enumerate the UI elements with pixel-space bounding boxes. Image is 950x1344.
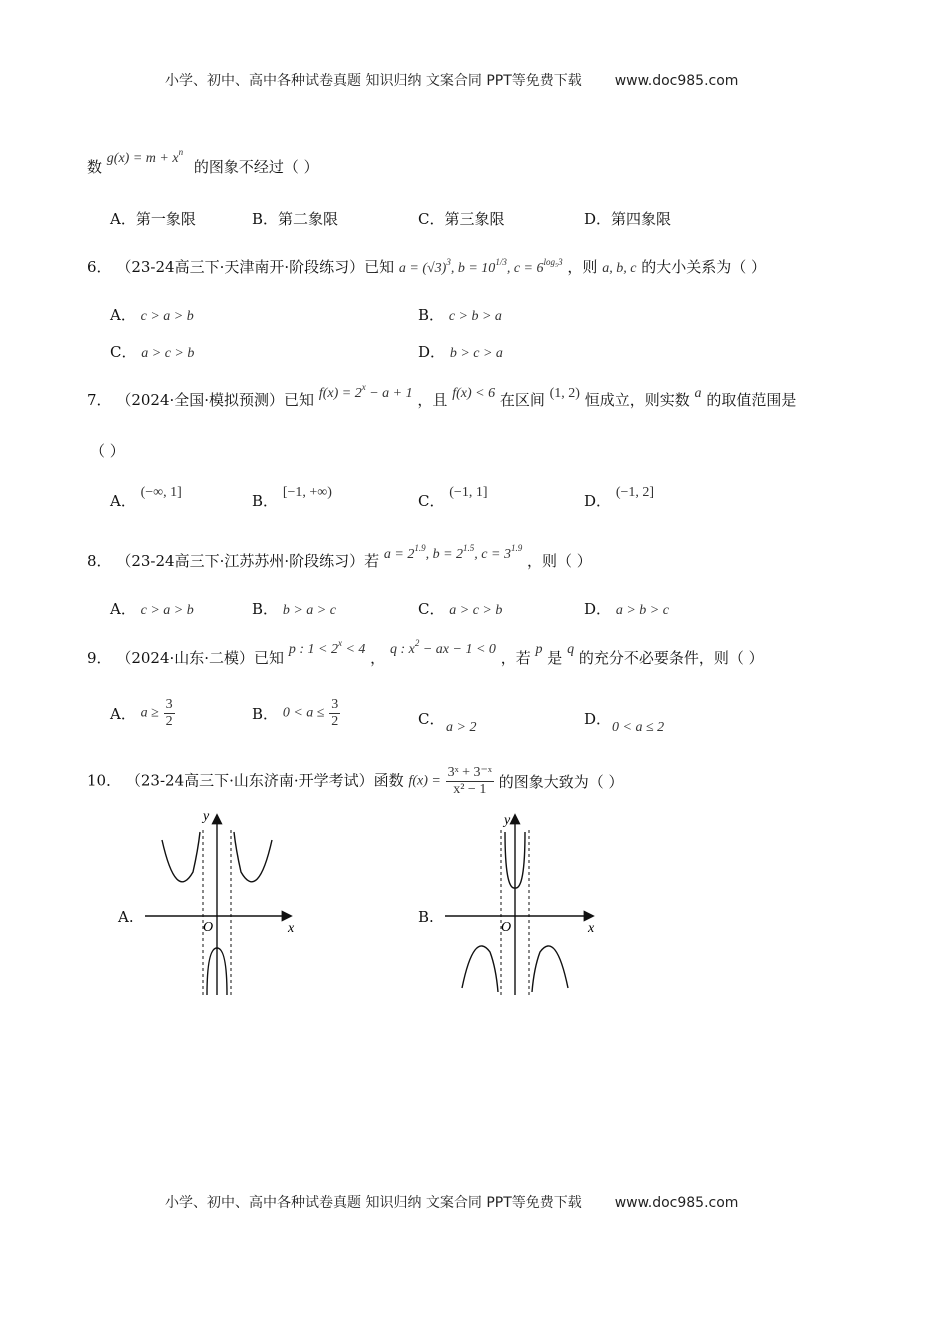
q6-option-b[interactable]: B． c > b > a: [418, 306, 502, 324]
q9-option-a[interactable]: A． a ≥ $\frac{3}{2}$: [110, 697, 173, 729]
page-footer: [165, 1192, 738, 1212]
q7-number: 7．: [87, 391, 112, 409]
q7-holds: 恒成立，则实数: [584, 391, 690, 409]
q10-source: （23-24高三下·山东济南·开学考试）函数: [125, 771, 404, 790]
q9-option-c-math: a > 2: [446, 720, 477, 735]
q5-formula: $g(x) = m + x^n$: [106, 147, 184, 166]
q10-fraction: $\frac{\text{3ˣ + 3⁻ˣ}}{\text{x² − 1}}$: [447, 765, 492, 797]
q6-number: 6．: [87, 258, 112, 276]
q10-f: f(x) =: [408, 773, 441, 789]
curve-left-branch: [162, 832, 200, 882]
page-header: [165, 70, 738, 90]
x-label: x: [288, 921, 295, 936]
q9-if: ，若: [500, 649, 531, 667]
q9-p-var: p: [535, 642, 543, 657]
curve-left-branch: [462, 946, 498, 992]
q10-suffix: 的图象大致为（ ）: [498, 773, 624, 791]
q7-and: ，且: [417, 391, 448, 409]
q5-option-b[interactable]: B．第二象限: [252, 210, 339, 228]
q6-then: ，则: [567, 258, 598, 276]
q9-comma: ，: [370, 649, 386, 667]
footer-site-text: 小学、初中、高中各种试卷真题 知识归纳 文案合同 PPT等免费下载: [165, 1195, 582, 1211]
curve-right-branch: [234, 832, 272, 882]
q9-option-d[interactable]: D．: [584, 710, 612, 728]
q5-stem-tail: [87, 147, 319, 177]
q9-q-var: q: [567, 642, 575, 657]
q6-option-d[interactable]: D． b > c > a: [418, 343, 503, 361]
header-url[interactable]: www.doc985.com: [614, 73, 739, 89]
q6-stem: [87, 256, 766, 277]
x-label: x: [588, 921, 595, 936]
q8-number: 8．: [87, 552, 112, 570]
q7-in-interval: 在区间: [499, 391, 545, 409]
q6-source: （23-24高三下·天津南开·阶段练习）已知: [116, 258, 395, 276]
q7-condition: f(x) < 6: [452, 386, 496, 401]
q9-number: 9．: [87, 649, 112, 667]
q9-option-b[interactable]: B． 0 < a ≤ $\frac{3}{2}$: [252, 697, 339, 729]
q8-source: （23-24高三下·江苏苏州·阶段练习）若: [116, 552, 380, 570]
origin-label: O: [203, 920, 214, 935]
q10-number: 10．: [87, 771, 122, 790]
q6-suffix: 的大小关系为（ ）: [641, 258, 766, 276]
q8-suffix: ，则（ ）: [527, 552, 592, 570]
q6-vars: a, b, c: [602, 261, 637, 276]
header-site-text: 小学、初中、高中各种试卷真题 知识归纳 文案合同 PPT等免费下载: [165, 73, 582, 89]
q9-option-d-math: 0 < a ≤ 2: [612, 720, 665, 735]
q8-formula: $a = 2^{1.9}$, $b = 2^{1.5}$, $c = 3^{1.9}$: [383, 543, 523, 562]
q6-option-c[interactable]: C． a > c > b: [110, 343, 195, 361]
q7-suffix: 的取值范围是: [706, 391, 797, 409]
q9-suffix: 的充分不必要条件，则（ ）: [578, 649, 764, 667]
q10-graph-b-label[interactable]: B.: [418, 908, 434, 926]
q7-option-a[interactable]: A． (−∞, 1]: [110, 485, 182, 510]
q9-option-c[interactable]: C．: [418, 710, 445, 728]
footer-url[interactable]: www.doc985.com: [614, 1195, 739, 1211]
q7-f-def: $f(x) = 2^x - a + 1$: [318, 382, 413, 401]
q10-graph-b[interactable]: [440, 810, 610, 1000]
q8-option-c[interactable]: C． a > c > b: [418, 600, 503, 618]
q9-source: （2024·山东·二模）已知: [116, 649, 285, 667]
q5-option-d[interactable]: D．第四象限: [584, 210, 672, 228]
q8-option-b[interactable]: B． b > a > c: [252, 600, 336, 618]
q10-graph-a-label[interactable]: A.: [118, 908, 134, 926]
q7-interval: (1, 2): [549, 386, 580, 401]
q6-option-a[interactable]: A． c > a > b: [110, 306, 194, 324]
q8-stem: [87, 543, 592, 571]
q9-p-def: p : $1 < 2^x < 4$: [288, 638, 366, 657]
q5-suffix: 的图象不经过（ ）: [193, 158, 319, 176]
q5-prefix: 数: [87, 158, 103, 176]
q7-stem: [87, 382, 797, 410]
q9-stem: [87, 638, 764, 668]
q9-q-def: q : $x^2$ − ax − 1 < 0: [389, 638, 496, 657]
q7-option-b[interactable]: B． [−1, +∞): [252, 485, 332, 510]
q7-option-c[interactable]: C． (−1, 1]: [418, 485, 488, 510]
q9-is: 是: [547, 649, 563, 667]
curve-right-branch: [532, 946, 568, 992]
q7-option-d[interactable]: D． (−1, 2]: [584, 485, 655, 510]
q7-source: （2024·全国·模拟预测）已知: [116, 391, 315, 409]
q5-option-c[interactable]: C．第三象限: [418, 210, 505, 228]
origin-label: O: [501, 920, 512, 935]
y-label: y: [203, 810, 210, 824]
q8-option-a[interactable]: A． c > a > b: [110, 600, 194, 618]
q7-var: a: [694, 386, 702, 401]
q5-option-a[interactable]: A．第一象限: [110, 210, 196, 228]
q10-stem: [87, 765, 624, 798]
q8-option-d[interactable]: D． a > b > c: [584, 600, 669, 618]
q10-graph-a[interactable]: [140, 810, 310, 1000]
q6-formula: $a = (√3)^3$, $b = 10^{1/3}$, $c = 6^{log_53}$: [398, 257, 563, 276]
y-label: y: [504, 813, 511, 828]
q7-answer-paren: （ ）: [90, 442, 125, 460]
